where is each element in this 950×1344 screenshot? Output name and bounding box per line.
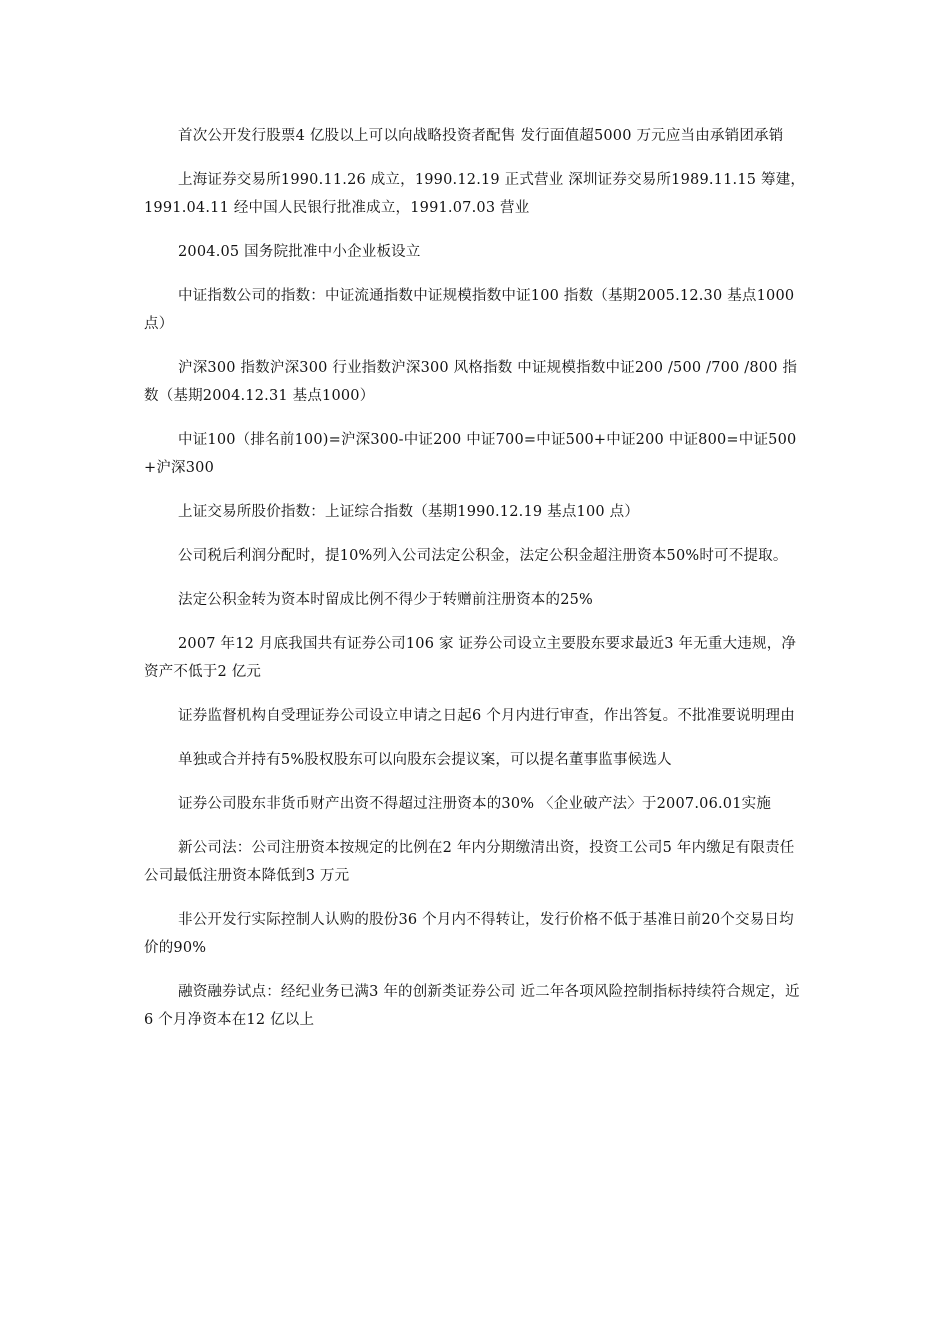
paragraph-csi-indices: 中证指数公司的指数：中证流通指数中证规模指数中证100 指数（基期2005.12.30 基点1000 点） bbox=[144, 288, 795, 332]
paragraph-non-monetary-capital: 证券公司股东非货币财产出资不得超过注册资本的30% 〈企业破产法〉于2007.06.01实施 bbox=[178, 796, 772, 812]
document-body bbox=[144, 122, 808, 1050]
paragraph-csi300-indices: 沪深300 指数沪深300 行业指数沪深300 风格指数 中证规模指数中证200 /500 /700 /800 指数（基期2004.12.31 基点1000） bbox=[144, 360, 798, 404]
paragraph-company-law: 新公司法：公司注册资本按规定的比例在2 年内分期缴清出资，投资工公司5 年内缴足有限责任公司最低注册资本降低到3 万元 bbox=[144, 840, 795, 884]
paragraph-sse-index: 上证交易所股价指数：上证综合指数（基期1990.12.19 基点100 点） bbox=[178, 504, 640, 520]
paragraph-reserve-conversion: 法定公积金转为资本时留成比例不得少于转赠前注册资本的25% bbox=[178, 592, 594, 608]
paragraph-regulator-review: 证券监督机构自受理证券公司设立申请之日起6 个月内进行审查，作出答复。不批准要说明理由 bbox=[178, 708, 795, 724]
paragraph-profit-distribution: 公司税后利润分配时，提10%列入公司法定公积金，法定公积金超注册资本50%时可不提取。 bbox=[178, 548, 788, 564]
paragraph-csi-composition: 中证100（排名前100)=沪深300-中证200 中证700=中证500+中证200 中证800=中证500+沪深300 bbox=[144, 432, 797, 476]
paragraph-stock-exchanges: 上海证券交易所1990.11.26 成立，1990.12.19 正式营业 深圳证券交易所1989.11.15 筹建，1991.04.11 经中国人民银行批准成立，1991.07.03 营业 bbox=[144, 172, 806, 216]
paragraph-securities-firms: 2007 年12 月底我国共有证券公司106 家 证券公司设立主要股东要求最近3 年无重大违规，净资产不低于2 亿元 bbox=[144, 636, 797, 680]
paragraph-private-placement: 非公开发行实际控制人认购的股份36 个月内不得转让，发行价格不低于基准日前20个交易日均价的90% bbox=[144, 912, 794, 956]
paragraph-ipo-placement: 首次公开发行股票4 亿股以上可以向战略投资者配售 发行面值超5000 万元应当由承销团承销 bbox=[178, 128, 784, 144]
paragraph-sme-board: 2004.05 国务院批准中小企业板设立 bbox=[178, 244, 421, 260]
paragraph-margin-trading: 融资融券试点：经纪业务已满3 年的创新类证券公司 近二年各项风险控制指标持续符合规定，近6 个月净资本在12 亿以上 bbox=[144, 984, 800, 1028]
paragraph-shareholder-proposal: 单独或合并持有5%股权股东可以向股东会提议案，可以提名董事监事候选人 bbox=[178, 752, 672, 768]
